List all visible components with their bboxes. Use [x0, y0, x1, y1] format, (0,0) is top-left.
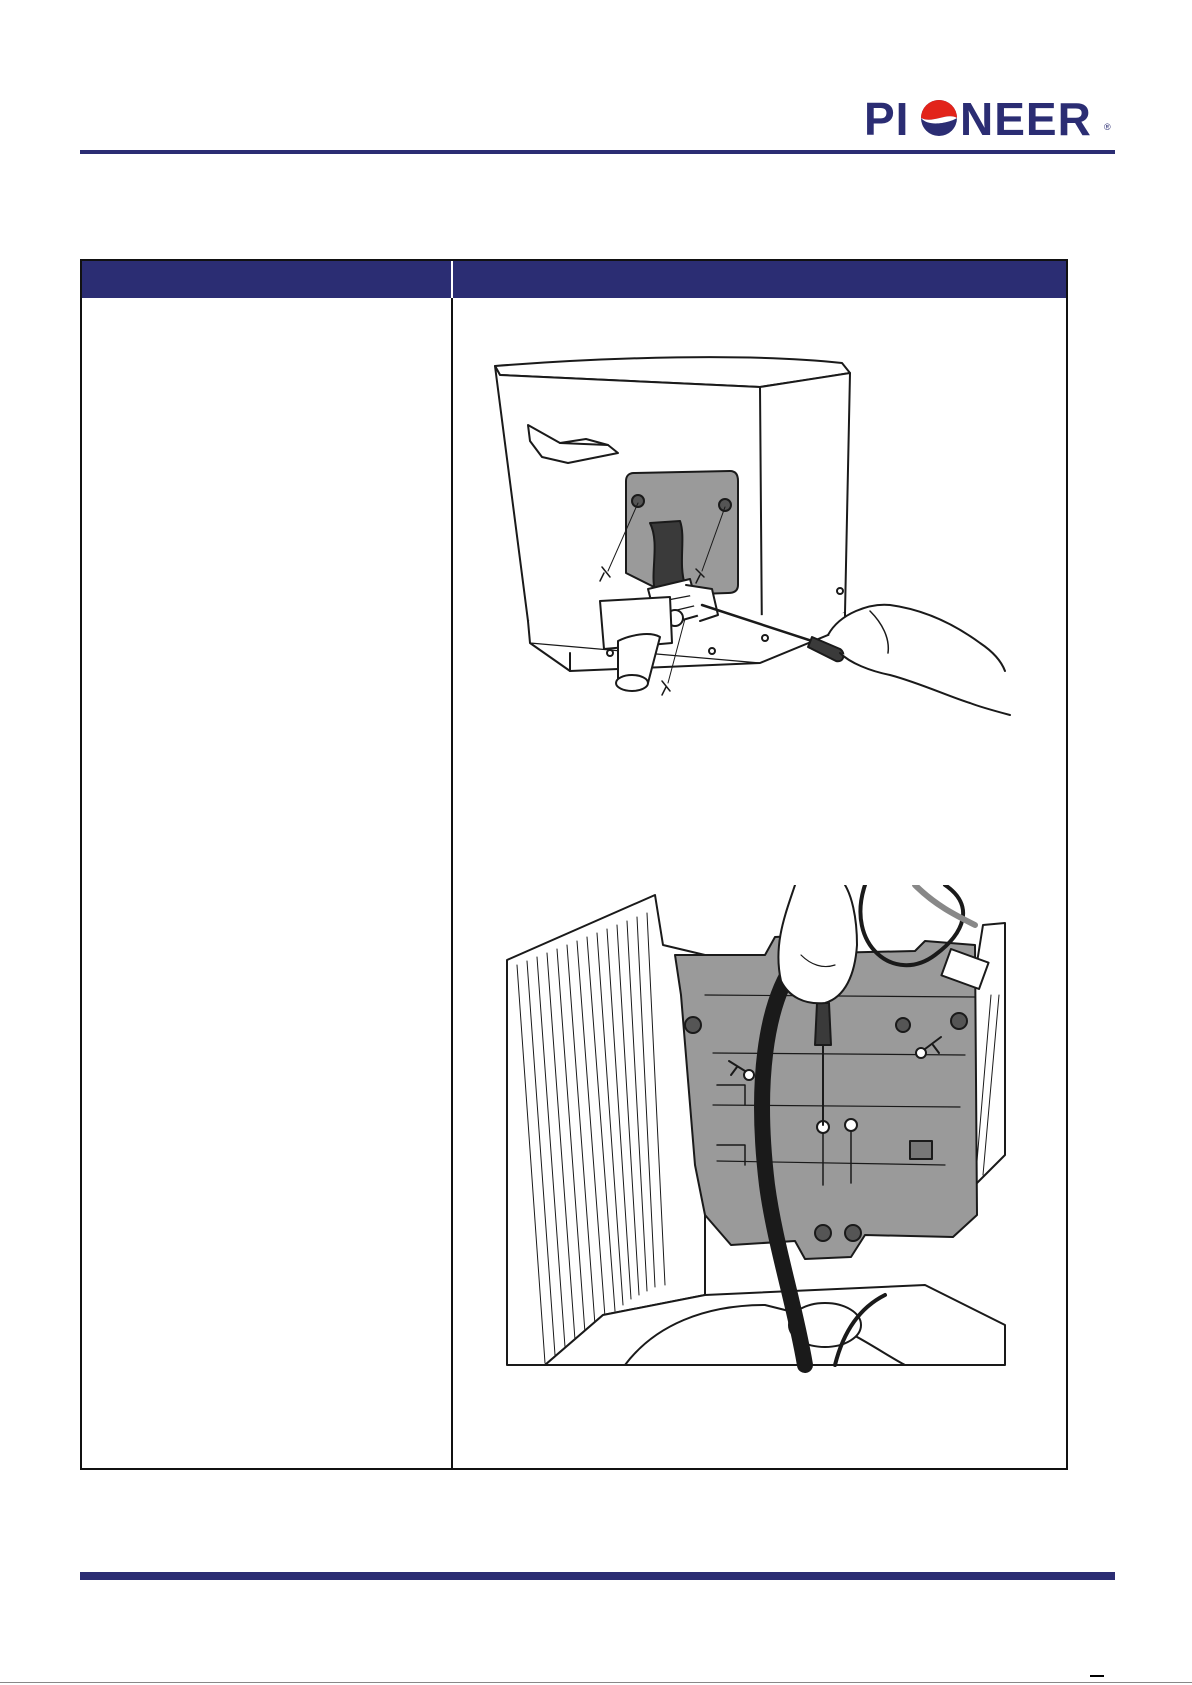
page-bottom-edge: [0, 1682, 1192, 1683]
table-header: [82, 261, 1066, 298]
control-box-mounting-illustration: [505, 885, 1015, 1375]
footer-rule: [80, 1572, 1115, 1580]
pioneer-logo: [864, 94, 1116, 144]
svg-text:PI: PI: [864, 94, 910, 144]
outdoor-unit-service-cover-illustration: [490, 353, 1020, 753]
svg-text:NEER: NEER: [960, 94, 1092, 144]
header-rule: [80, 150, 1115, 154]
registered-mark: ®: [1104, 122, 1111, 132]
page-corner-mark: [1090, 1675, 1104, 1677]
column-divider: [451, 298, 453, 1468]
